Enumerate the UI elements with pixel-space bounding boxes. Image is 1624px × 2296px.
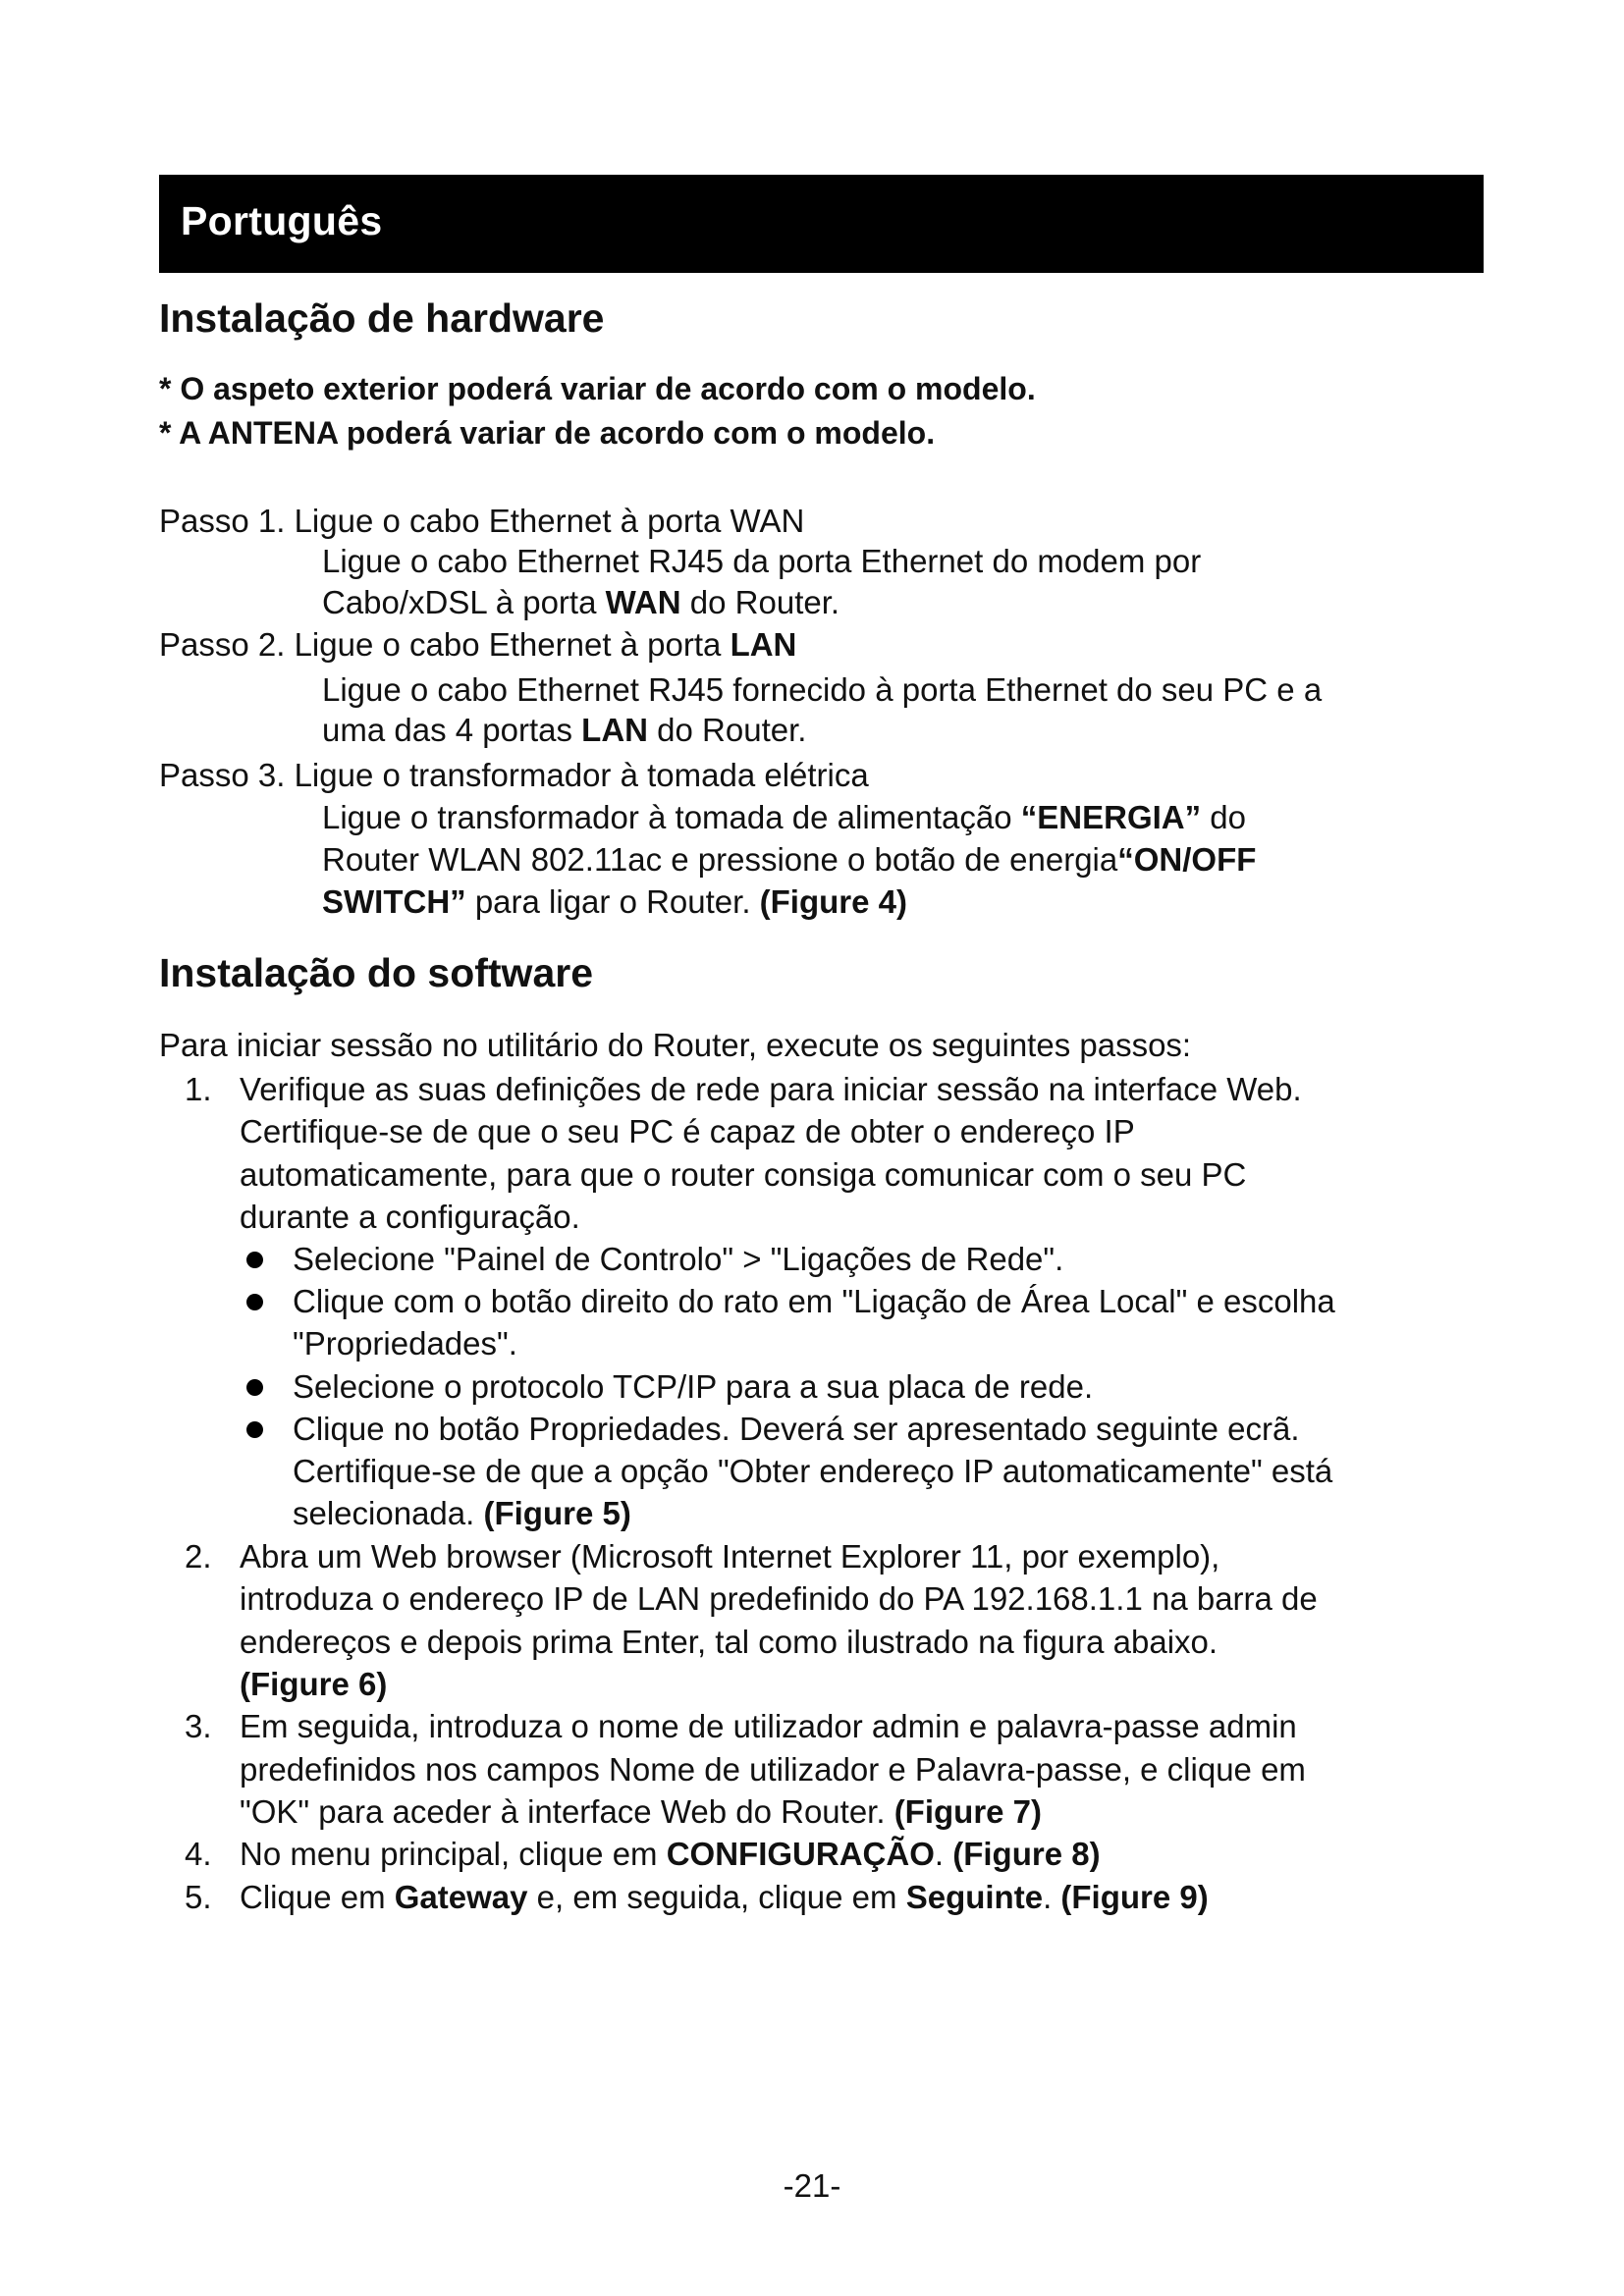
item2-line4: (Figure 6) — [240, 1666, 388, 1702]
note-appearance: * O aspeto exterior poderá variar de acordo com o modelo. — [159, 371, 1036, 406]
page-number: -21- — [783, 2167, 841, 2204]
bullet-dot — [246, 1252, 263, 1268]
bullet-dot — [246, 1294, 263, 1310]
item3-number: 3. — [185, 1708, 212, 1744]
step2-line1: Ligue o cabo Ethernet RJ45 fornecido à porta Ethernet do seu PC e a — [322, 671, 1323, 708]
step3-line2: Router WLAN 802.11ac e pressione o botão de energia“ON/OFF — [322, 841, 1257, 878]
item1-line3: automaticamente, para que o router consiga comunicar com o seu PC — [240, 1156, 1247, 1193]
step3-title: Passo 3. Ligue o transformador à tomada elétrica — [159, 757, 869, 793]
item2-number: 2. — [185, 1538, 212, 1575]
item1-bullet4-line1: Clique no botão Propriedades. Deverá ser apresentado seguinte ecrã. — [293, 1411, 1300, 1447]
step1-line1: Ligue o cabo Ethernet RJ45 da porta Ethernet do modem por — [322, 543, 1202, 579]
item3-line2: predefinidos nos campos Nome de utilizador e Palavra-passe, e clique em — [240, 1751, 1306, 1788]
item3-line1: Em seguida, introduza o nome de utilizador admin e palavra-passe admin — [240, 1708, 1297, 1744]
note-antenna: * A ANTENA poderá variar de acordo com o modelo. — [159, 415, 936, 451]
step2-line2: uma das 4 portas LAN do Router. — [322, 712, 807, 748]
item3-line3: "OK" para aceder à interface Web do Router. (Figure 7) — [240, 1793, 1043, 1830]
step1-line2: Cabo/xDSL à porta WAN do Router. — [322, 584, 840, 620]
software-section-title: Instalação do software — [159, 950, 594, 995]
item1-bullet3: Selecione o protocolo TCP/IP para a sua placa de rede. — [293, 1368, 1094, 1405]
item1-bullet4-line2: Certifique-se de que a opção "Obter endereço IP automaticamente" está — [293, 1453, 1333, 1489]
item4-number: 4. — [185, 1836, 212, 1872]
item1-line4: durante a configuração. — [240, 1199, 580, 1235]
bullet-dot — [246, 1421, 263, 1438]
item5-number: 5. — [185, 1879, 212, 1915]
language-header-bar — [159, 175, 1484, 273]
item5-line: Clique em Gateway e, em seguida, clique em Seguinte. (Figure 9) — [240, 1879, 1209, 1915]
item1-line2: Certifique-se de que o seu PC é capaz de obter o endereço IP — [240, 1113, 1135, 1149]
step3-line1: Ligue o transformador à tomada de alimentação “ENERGIA” do — [322, 799, 1246, 835]
item4-line: No menu principal, clique em CONFIGURAÇÃO. (Figure 8) — [240, 1836, 1101, 1872]
bullet-dot — [246, 1379, 263, 1396]
item1-bullet2-line1: Clique com o botão direito do rato em "Ligação de Área Local" e escolha — [293, 1283, 1335, 1319]
item1-bullet4-line3: selecionada. (Figure 5) — [293, 1495, 631, 1531]
item2-line2: introduza o endereço IP de LAN predefinido do PA 192.168.1.1 na barra de — [240, 1580, 1318, 1617]
step1-title: Passo 1. Ligue o cabo Ethernet à porta WAN — [159, 503, 805, 539]
language-title: Português — [181, 198, 383, 243]
hardware-section-title: Instalação de hardware — [159, 295, 605, 341]
software-intro: Para iniciar sessão no utilitário do Router, execute os seguintes passos: — [159, 1027, 1192, 1063]
item1-number: 1. — [185, 1071, 212, 1107]
item1-line1: Verifique as suas definições de rede para iniciar sessão na interface Web. — [240, 1071, 1302, 1107]
item1-bullet2-line2: "Propriedades". — [293, 1325, 517, 1362]
item2-line3: endereços e depois prima Enter, tal como ilustrado na figura abaixo. — [240, 1624, 1218, 1660]
item2-line1: Abra um Web browser (Microsoft Internet Explorer 11, por exemplo), — [240, 1538, 1220, 1575]
item1-bullet1: Selecione "Painel de Controlo" > "Ligações de Rede". — [293, 1241, 1064, 1277]
step2-title: Passo 2. Ligue o cabo Ethernet à porta LAN — [159, 626, 797, 663]
step3-line3: SWITCH” para ligar o Router. (Figure 4) — [322, 883, 907, 920]
